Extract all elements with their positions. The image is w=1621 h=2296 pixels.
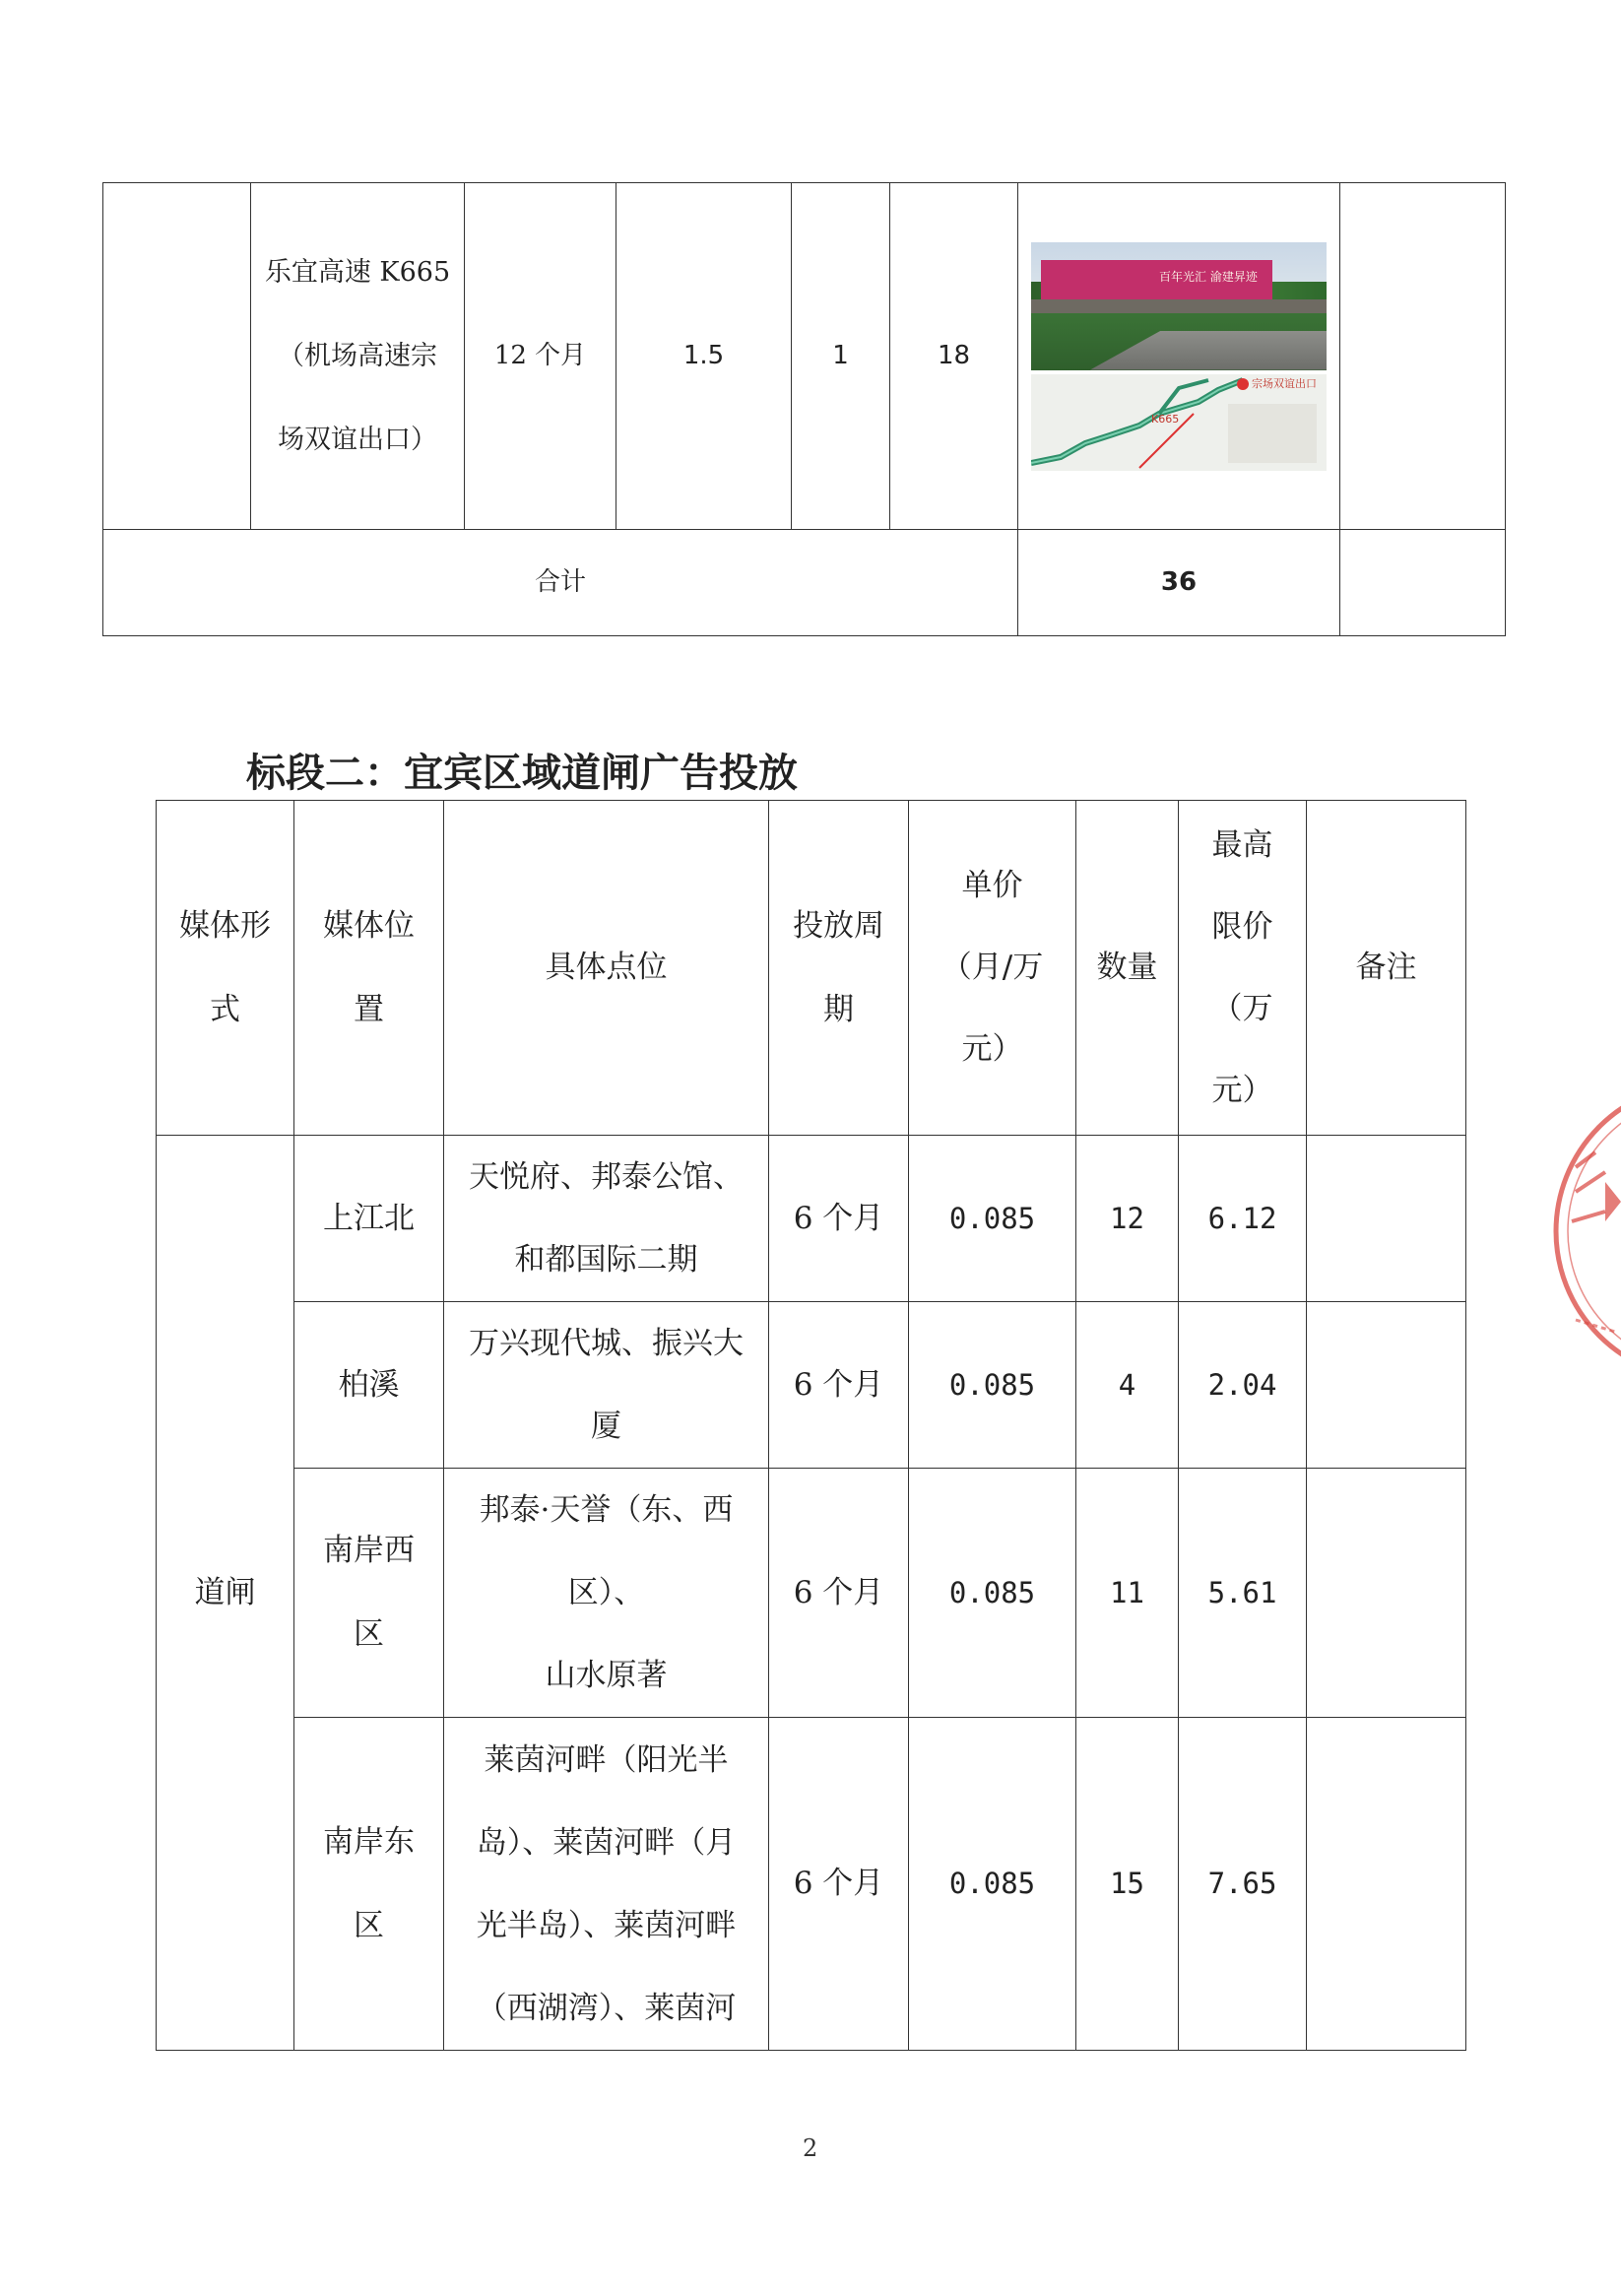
- section-title: 标段二：宜宾区域道闸广告投放: [246, 751, 798, 796]
- header-quantity: 数量: [1076, 801, 1179, 1136]
- period-cell: 12 个月: [465, 183, 616, 530]
- total-value-cell: 36: [1018, 530, 1340, 636]
- quantity-cell: 11: [1076, 1469, 1179, 1718]
- location-cell: [251, 183, 465, 530]
- media-form-cell: [103, 183, 251, 530]
- ad-billboard-image: [1031, 242, 1327, 471]
- table-row: [157, 1136, 1466, 1302]
- period-cell: 6 个月: [769, 1469, 909, 1718]
- table-row: [157, 1718, 1466, 2051]
- location-cell: 天悦府、邦泰公馆、 和都国际二期: [444, 1136, 769, 1302]
- map-label-exit: 宗场双谊出口: [1252, 376, 1317, 390]
- media-form-value: 道闸: [157, 1136, 294, 2051]
- total-label-cell: 合计: [103, 530, 1018, 636]
- total-image-cell: [1340, 530, 1506, 636]
- location-line: 场双谊出口）: [278, 425, 437, 455]
- remarks-cell: [1307, 1302, 1466, 1469]
- table-row: [157, 1302, 1466, 1469]
- unit-price-cell: 0.085: [909, 1469, 1076, 1718]
- unit-price-cell: 0.085: [909, 1718, 1076, 2051]
- header-max-price: 最高 限价 （万 元）: [1179, 801, 1307, 1136]
- remarks-cell: [1307, 1469, 1466, 1718]
- position-cell: 南岸东 区: [294, 1718, 444, 2051]
- location-cell: 万兴现代城、振兴大 厦: [444, 1302, 769, 1469]
- remarks-cell: [1340, 183, 1506, 530]
- max-price-cell: 6.12: [1179, 1136, 1307, 1302]
- bottom-table: [156, 800, 1466, 2051]
- position-cell: 柏溪: [294, 1302, 444, 1469]
- header-remarks: 备注: [1307, 801, 1466, 1136]
- location-cell: 邦泰·天誉（东、西 区）、 山水原著: [444, 1469, 769, 1718]
- quantity-cell: 12: [1076, 1136, 1179, 1302]
- max-price-cell: 2.04: [1179, 1302, 1307, 1469]
- map-label-k665: K665: [1151, 412, 1180, 426]
- quantity-cell: 15: [1076, 1718, 1179, 2051]
- quantity-cell: 1: [792, 183, 890, 530]
- remarks-cell: [1307, 1718, 1466, 2051]
- max-price-cell: 5.61: [1179, 1469, 1307, 1718]
- period-cell: 6 个月: [769, 1718, 909, 2051]
- header-period: 投放周 期: [769, 801, 909, 1136]
- top-table: [102, 182, 1506, 636]
- unit-price-cell: 1.5: [616, 183, 792, 530]
- location-map: [1031, 374, 1327, 471]
- page-number: 2: [803, 2134, 818, 2162]
- position-cell: 上江北: [294, 1136, 444, 1302]
- table-row: [157, 1469, 1466, 1718]
- location-cell: 莱茵河畔（阳光半 岛）、莱茵河畔（月 光半岛）、莱茵河畔 （西湖湾）、莱茵河: [444, 1718, 769, 2051]
- header-media-form: 媒体形 式: [157, 801, 294, 1136]
- header-unit-price: 单价 （月/万 元）: [909, 801, 1076, 1136]
- official-seal-stamp: [1536, 1074, 1621, 1389]
- max-price-cell: 18: [890, 183, 1018, 530]
- quantity-cell: 4: [1076, 1302, 1179, 1469]
- header-specific-location: 具体点位: [444, 801, 769, 1136]
- period-cell: 6 个月: [769, 1302, 909, 1469]
- period-cell: 6 个月: [769, 1136, 909, 1302]
- billboard-photo: [1031, 242, 1327, 370]
- header-media-position: 媒体位 置: [294, 801, 444, 1136]
- ad-image-cell: [1018, 183, 1340, 530]
- position-cell: 南岸西 区: [294, 1469, 444, 1718]
- unit-price-cell: 0.085: [909, 1136, 1076, 1302]
- unit-price-cell: 0.085: [909, 1302, 1076, 1469]
- max-price-cell: 7.65: [1179, 1718, 1307, 2051]
- billboard-banner-text: 百年光汇 渝建昇迹: [1159, 269, 1258, 284]
- remarks-cell: [1307, 1136, 1466, 1302]
- location-line: （机场高速宗: [278, 341, 437, 371]
- location-line: 乐宜高速 K665: [264, 257, 451, 288]
